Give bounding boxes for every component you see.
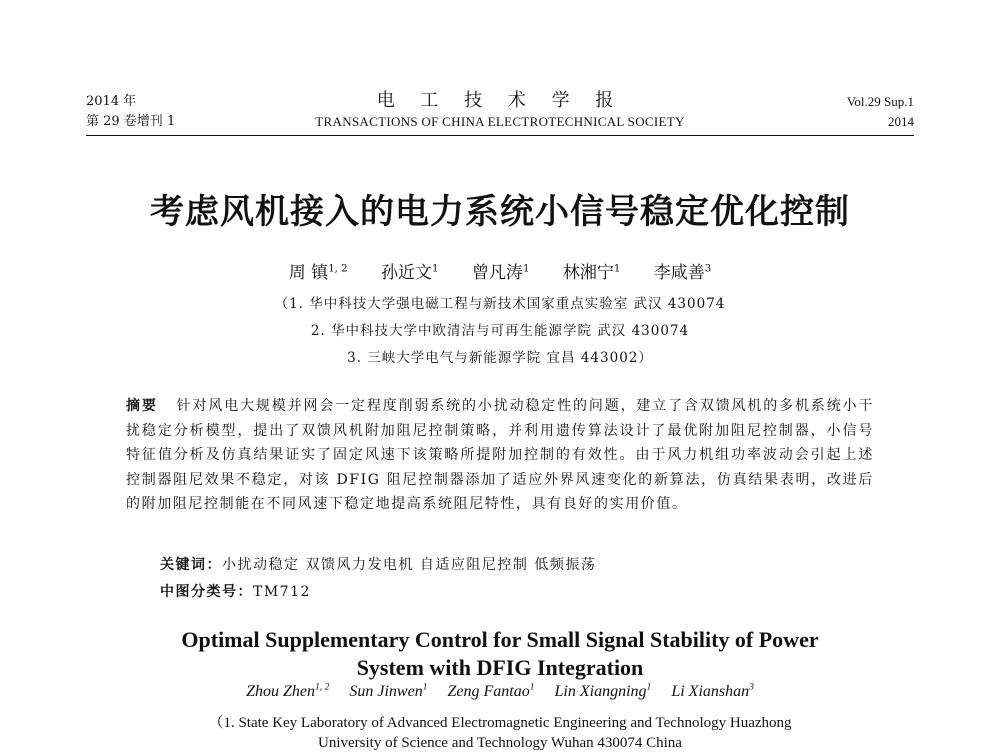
title-en-line2: System with DFIG Integration: [356, 655, 644, 680]
author-sup: 1: [432, 263, 439, 275]
author-sup: 1: [646, 681, 652, 693]
author-en: Lin Xiangning$^1$: [554, 681, 652, 700]
header-center: [86, 90, 914, 132]
authors-en: [0, 683, 1000, 701]
classification-text: TM712: [253, 584, 311, 600]
header-year-cn: 2014 年: [86, 94, 137, 109]
author-cn: 林湘宁$^1$: [562, 263, 621, 283]
journal-header: [86, 90, 914, 134]
header-right: [847, 92, 914, 132]
header-volume-cn: 第 29 卷增刊 1: [86, 114, 176, 129]
journal-name-cn: 电 工 技 术 学 报: [376, 90, 624, 111]
author-cn: 李咸善$^3$: [653, 263, 712, 283]
header-divider: [86, 135, 914, 136]
author-sup: 1: [422, 681, 428, 693]
affiliation-en-2: University of Science and Technology Wuhan 430074 China: [318, 735, 682, 751]
author-sup: 1: [522, 263, 530, 275]
keywords-label: 关键词：: [160, 557, 222, 573]
keywords-text: 小扰动稳定 双馈风力发电机 自适应阻尼控制 低频振荡: [222, 557, 597, 573]
header-year-en: 2014: [888, 114, 914, 129]
author-sup: 1: [529, 681, 535, 693]
paper-title-en: [0, 626, 1000, 682]
author-sup: 1, 2: [328, 263, 348, 275]
affiliation-cn-2: 2. 华中科技大学中欧清洁与可再生能源学院 武汉 430074: [310, 323, 690, 339]
abstract-label: 摘要: [126, 398, 158, 414]
author-en: Li Xianshan$^3$: [671, 681, 754, 700]
author-sup: 3: [749, 681, 754, 693]
keywords: [160, 554, 596, 574]
paper-title-cn: 考虑风机接入的电力系统小信号稳定优化控制: [150, 192, 850, 232]
header-volume-en: Vol.29 Sup.1: [846, 94, 914, 109]
abstract: [126, 394, 874, 517]
affiliation-cn-3: 3. 三峡大学电气与新能源学院 宜昌 443002）: [347, 350, 653, 366]
author-sup: 3: [704, 263, 712, 275]
journal-name-en: TRANSACTIONS OF CHINA ELECTROTECHNICAL SOCIETY: [315, 114, 685, 129]
author-sup: 1: [613, 263, 621, 275]
author-en: Zeng Fantao$^1$: [447, 681, 535, 700]
affiliation-en-1: （1. State Key Laboratory of Advanced Electromagnetic Engineering and Technology Huazhong: [208, 715, 792, 731]
author-sup: 1, 2: [314, 681, 330, 693]
author-cn: 曾凡涛$^1$: [471, 263, 530, 283]
authors-cn: [0, 258, 1000, 283]
author-en: Sun Jinwen$^1$: [349, 681, 428, 700]
title-en-line1: Optimal Supplementary Control for Small Signal Stability of Power: [181, 627, 819, 652]
affiliation-cn-1: （1. 华中科技大学强电磁工程与新技术国家重点实验室 武汉 430074: [274, 296, 726, 312]
author-cn: 孙近文$^1$: [381, 263, 439, 283]
classification-label: 中图分类号：: [160, 584, 253, 600]
author-en: Zhou Zhen$^{1, 2}$: [246, 681, 330, 700]
author-cn: 周 镇$^{1, 2}$: [288, 263, 348, 283]
classification: [160, 581, 311, 601]
abstract-text: 针对风电大规模并网会一定程度削弱系统的小扰动稳定性的问题，建立了含双馈风机的多机系统小干扰稳定分析模型，提出了双馈风机附加阻尼控制策略，并利用遗传算法设计了最优附加阻尼控制器，小信号特征值分析及仿真结果证实了固定风速下该策略所提附加控制的有效性。由于风力机组功率波动会引起上述控制器阻尼效果不稳定，对该 DFIG 阻尼控制器添加了适应外界风速变化的新算法，仿真结果表明，改进后的附加阻尼控制能在不同风速下稳定地提高系统阻尼特性，具有良好的实用价值。: [126, 398, 874, 512]
